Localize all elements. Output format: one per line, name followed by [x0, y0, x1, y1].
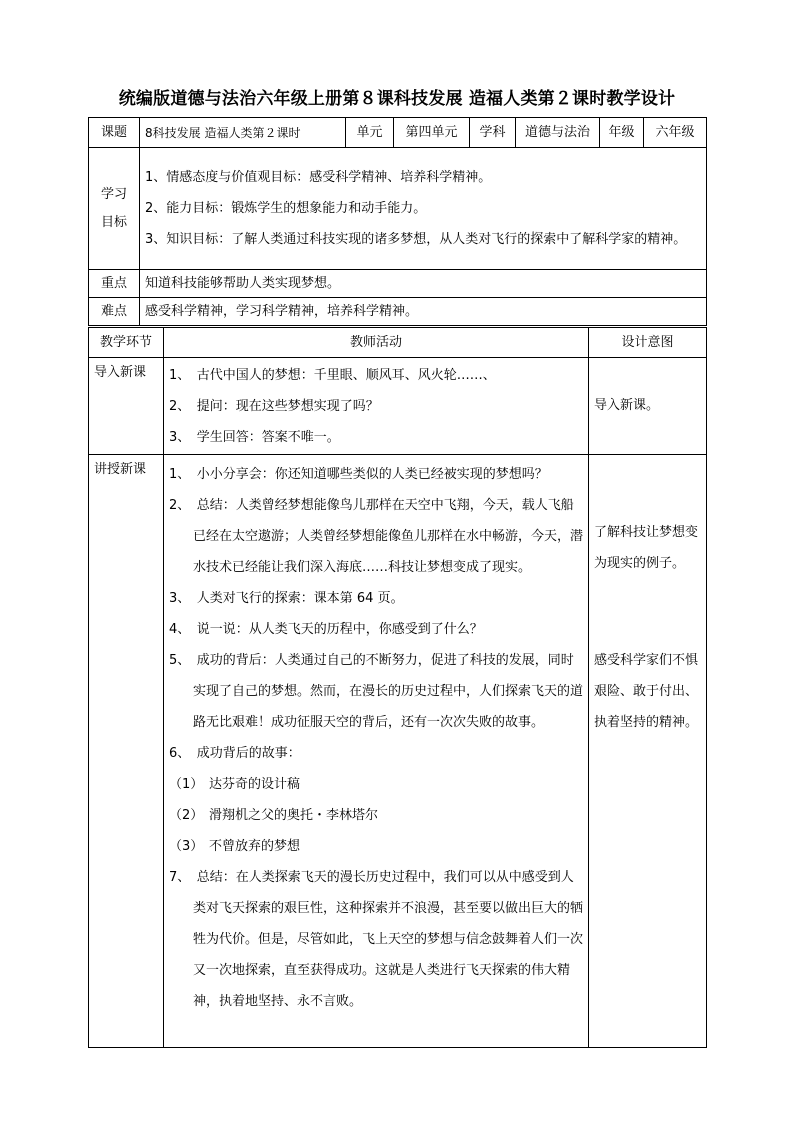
- difficulty-value: 感受科学精神，学习科学精神，培养科学精神。: [140, 298, 707, 326]
- activity-item: 2、 提问：现在这些梦想实现了吗？: [169, 398, 379, 414]
- topic-label: 课题: [89, 118, 140, 148]
- goals-label-line1: 学习: [100, 186, 127, 202]
- info-table: [88, 117, 707, 326]
- goals-label-line2: 目标: [100, 214, 127, 230]
- key-point-value: 知道科技能够帮助人类实现梦想。: [140, 270, 707, 298]
- activity-item: 5、 成功的背后：人类通过自己的不断努力，促进了科技的发展，同时实现了自己的梦想。然而，在漫长的历史过程中，人们探索飞天的道路无比艰难！成功征服天空的背后，还有一次次失败的故事。: [169, 653, 584, 730]
- difficulty-row: [89, 298, 707, 326]
- activity-item: 3、 学生回答：答案不唯一。: [169, 429, 340, 445]
- difficulty-label: 难点: [89, 298, 140, 326]
- goal-item: 1、情感态度与价值观目标：感受科学精神、培养科学精神。: [145, 170, 492, 185]
- header-activity: 教师活动: [164, 328, 589, 358]
- unit-label: 单元: [346, 118, 394, 148]
- goal-item: 2、能力目标：锻炼学生的想象能力和动手能力。: [145, 201, 427, 216]
- header-intent: 设计意图: [589, 328, 707, 358]
- lecture-row: [89, 455, 707, 1048]
- header-stage: 教学环节: [89, 328, 164, 358]
- intent-item: 感受科学家们不惧艰险、敢于付出、执着坚持的精神。: [594, 653, 699, 730]
- intro-stage: 导入新课: [89, 358, 164, 455]
- unit-value: 第四单元: [394, 118, 470, 148]
- goals-row: [89, 148, 707, 270]
- intro-row: [89, 358, 707, 455]
- key-point-label: 重点: [89, 270, 140, 298]
- sub-item: [169, 769, 583, 800]
- sub-item: [169, 831, 583, 862]
- activity-item: 3、 人类对飞行的探索：课本第 64 页。: [169, 591, 404, 606]
- info-row: [89, 118, 707, 148]
- process-table: [88, 327, 707, 1048]
- sub-item-number: （2）: [169, 808, 204, 823]
- page-title: 统编版道德与法治六年级上册第８课科技发展 造福人类第２课时教学设计: [118, 89, 676, 109]
- sub-item-text: 滑翔机之父的奥托・李林塔尔: [209, 808, 379, 823]
- sub-item-text: 达芬奇的设计稿: [209, 777, 301, 792]
- grade-value: 六年级: [644, 118, 707, 148]
- sub-item-number: （1）: [169, 777, 204, 792]
- lecture-stage: 讲授新课: [89, 455, 164, 1048]
- process-header-row: [89, 328, 707, 358]
- goals-content: [140, 148, 707, 270]
- activity-item: 1、 小小分享会：你还知道哪些类似的人类已经被实现的梦想吗？: [169, 467, 548, 482]
- topic-value: 8科技发展 造福人类第２课时: [140, 118, 346, 148]
- intro-intent: 导入新课。: [589, 358, 707, 455]
- lecture-intent: [589, 455, 707, 1048]
- sub-item-text: 不曾放弃的梦想: [209, 839, 301, 854]
- activity-item: 1、 古代中国人的梦想：千里眼、顺风耳、风火轮……、: [169, 367, 496, 383]
- activity-item: 7、 总结：在人类探索飞天的漫长历史过程中，我们可以从中感受到人类对飞天探索的艰巨性，这种探索并不浪漫，甚至要以做出巨大的牺牲为代价。但是，尽管如此，飞上天空的梦想与信念鼓舞着人们一次又一次地探索，直至获得成功。这就是人类进行飞天探索的伟大精神，执着地坚持、永不言败。: [169, 870, 584, 1009]
- key-point-row: [89, 270, 707, 298]
- lecture-activities: [164, 455, 589, 1048]
- intent-item: 了解科技让梦想变为现实的例子。: [594, 525, 699, 571]
- sub-item: [169, 800, 583, 831]
- subject-label: 学科: [470, 118, 516, 148]
- subject-value: 道德与法治: [516, 118, 600, 148]
- goal-item: 3、知识目标：了解人类通过科技实现的诸多梦想，从人类对飞行的探索中了解科学家的精神。: [145, 232, 687, 247]
- intro-activities: [164, 358, 589, 455]
- activity-item: 6、 成功背后的故事：: [169, 746, 301, 761]
- goals-label: [89, 148, 140, 270]
- activity-item: 2、 总结：人类曾经梦想能像鸟儿那样在天空中飞翔，今天，载人飞船已经在太空遨游；人类曾经梦想能像鱼儿那样在水中畅游，今天，潜水技术已经能让我们深入海底……科技让梦想变成了现实。: [169, 498, 584, 575]
- activity-item: 4、 说一说：从人类飞天的历程中，你感受到了什么？: [169, 622, 483, 637]
- grade-label: 年级: [600, 118, 644, 148]
- sub-item-number: （3）: [169, 839, 204, 854]
